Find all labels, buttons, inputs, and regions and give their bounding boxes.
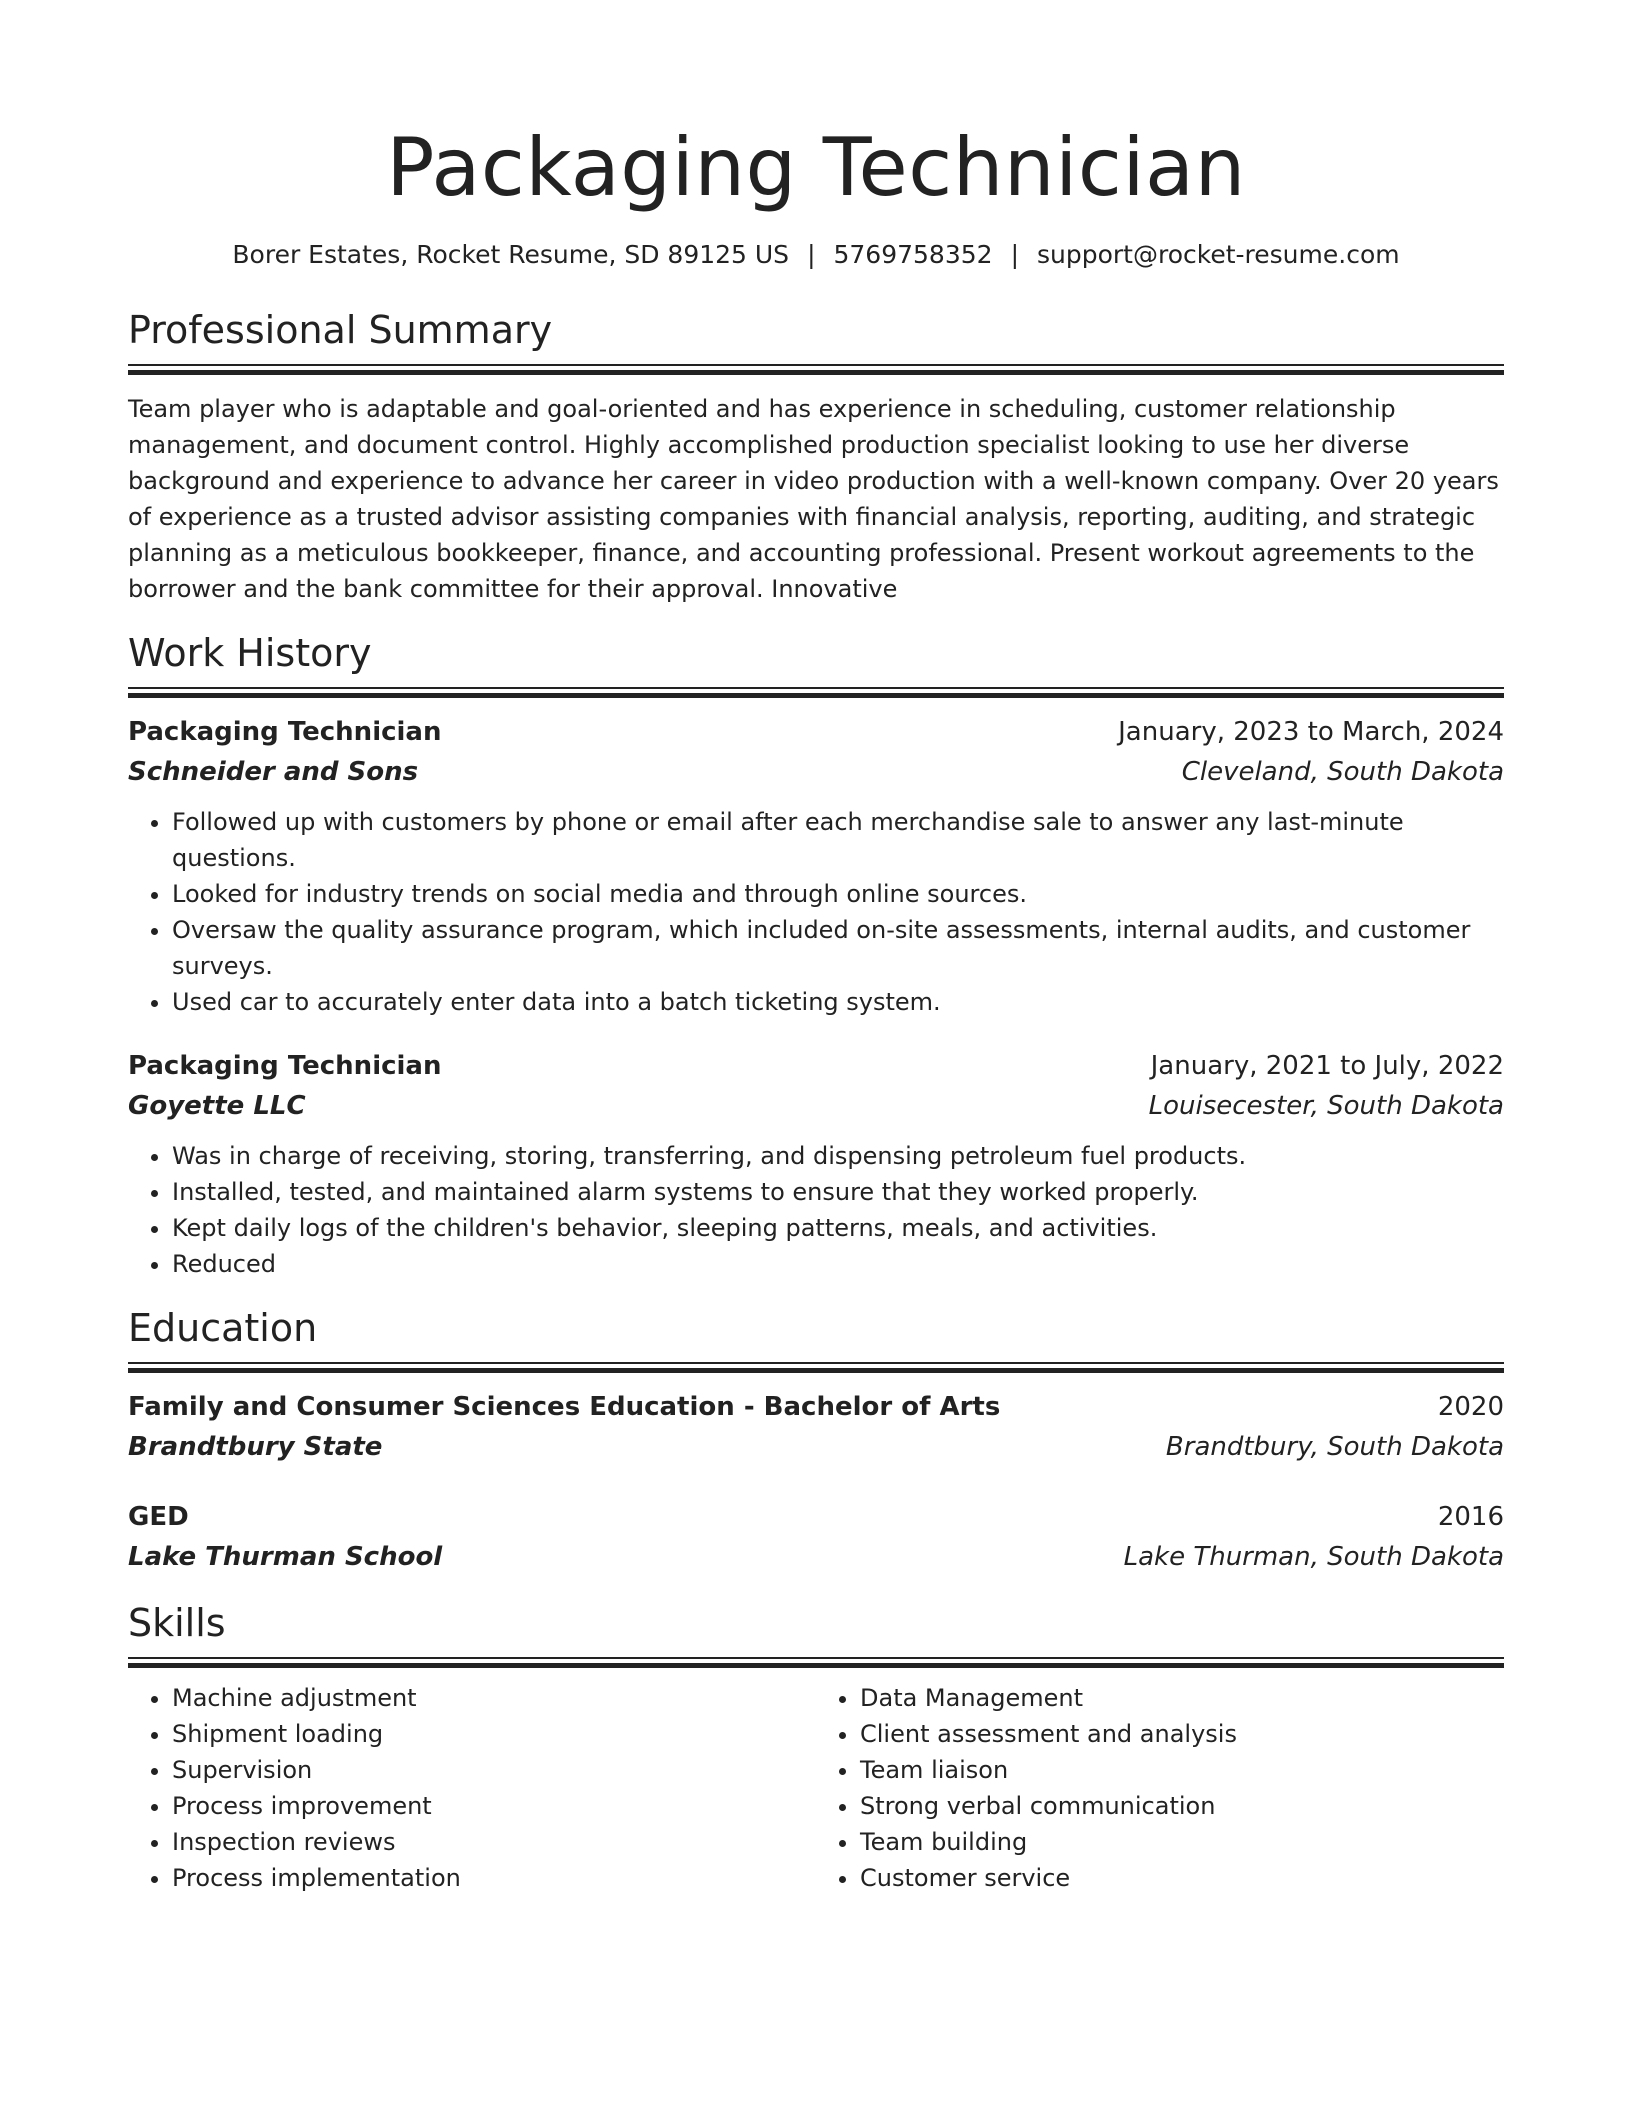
summary-text: Team player who is adaptable and goal-oriented and has experience in scheduling, customer relationship management, and document control. Highly accomplished production specialist looking to use her diverse background and experience to advance her career in video production with a well-known company. Over 20 years of experience as a trusted advisor assisting companies with financial analysis, reporting, auditing, and strategic planning as a meticulous bookkeeper, finance, and accounting professional. Present workout agreements to the borrower and the bank committee for their approval. Innovative: [128, 395, 1499, 603]
job-bullets: [128, 1138, 1504, 1282]
education-degree: GED: [128, 1502, 189, 1532]
education-school: Brandtbury State: [128, 1432, 383, 1462]
education-year: 2020: [1437, 1392, 1504, 1422]
skills-grid: [128, 1680, 1504, 1896]
job-company: Schneider and Sons: [128, 757, 419, 787]
contact-email: support@rocket-resume.com: [1037, 240, 1400, 269]
skill-item: • Process implementation: [172, 1860, 816, 1896]
job-title: Packaging Technician: [128, 1051, 442, 1081]
skill-item: • Customer service: [860, 1860, 1504, 1896]
job-header-row: [128, 1046, 1504, 1086]
job-bullets: [128, 804, 1504, 1020]
skill-item: • Data Management: [860, 1680, 1504, 1716]
job-location: Cleveland, South Dakota: [1181, 757, 1504, 787]
job-bullet: • Looked for industry trends on social media and through online sources.: [172, 876, 1504, 912]
section-divider: [128, 1657, 1504, 1668]
skills-section: [128, 1599, 1504, 1896]
job-company-row: [128, 752, 1504, 792]
job-dates: January, 2023 to March, 2024: [1118, 717, 1504, 747]
job-title: Packaging Technician: [128, 717, 442, 747]
contact-line: [128, 238, 1504, 272]
education-school: Lake Thurman School: [128, 1542, 443, 1572]
education-entry: [128, 1387, 1504, 1467]
section-divider: [128, 687, 1504, 698]
job-bullet: • Followed up with customers by phone or email after each merchandise sale to answer any last-minute questions.: [172, 804, 1504, 876]
education-location: Lake Thurman, South Dakota: [1123, 1542, 1504, 1572]
skill-item: • Strong verbal communication: [860, 1788, 1504, 1824]
resume-title: Packaging Technician: [386, 121, 1246, 214]
job-entry: [128, 1046, 1504, 1282]
job-location: Louisecester, South Dakota: [1148, 1091, 1504, 1121]
skill-item: • Team liaison: [860, 1752, 1504, 1788]
contact-address: Borer Estates, Rocket Resume, SD 89125 US: [232, 240, 790, 269]
job-bullet: • Used car to accurately enter data into a batch ticketing system.: [172, 984, 1504, 1020]
education-degree: Family and Consumer Sciences Education - Bachelor of Arts: [128, 1392, 1001, 1422]
section-divider: [128, 1362, 1504, 1373]
job-bullet: • Was in charge of receiving, storing, transferring, and dispensing petroleum fuel products.: [172, 1138, 1504, 1174]
job-bullet: • Kept daily logs of the children's behavior, sleeping patterns, meals, and activities.: [172, 1210, 1504, 1246]
contact-separator: |: [807, 240, 816, 269]
skills-list-left: [128, 1680, 816, 1896]
education-section: [128, 1304, 1504, 1577]
section-heading-education: Education: [128, 1306, 318, 1350]
education-year: 2016: [1437, 1502, 1504, 1532]
education-school-row: [128, 1537, 1504, 1577]
section-heading-skills: Skills: [128, 1601, 226, 1645]
contact-separator: |: [1010, 240, 1019, 269]
skill-item: • Process improvement: [172, 1788, 816, 1824]
section-heading-summary: Professional Summary: [128, 308, 553, 352]
job-bullet: • Oversaw the quality assurance program, which included on-site assessments, internal audits, and customer surveys.: [172, 912, 1504, 984]
job-company-row: [128, 1086, 1504, 1126]
job-header-row: [128, 712, 1504, 752]
education-school-row: [128, 1427, 1504, 1467]
skill-item: • Team building: [860, 1824, 1504, 1860]
education-location: Brandtbury, South Dakota: [1165, 1432, 1504, 1462]
skill-item: • Supervision: [172, 1752, 816, 1788]
job-entry: [128, 712, 1504, 1020]
summary-section: [128, 306, 1504, 607]
job-company: Goyette LLC: [128, 1091, 306, 1121]
skill-item: • Inspection reviews: [172, 1824, 816, 1860]
job-dates: January, 2021 to July, 2022: [1150, 1051, 1504, 1081]
skill-item: • Machine adjustment: [172, 1680, 816, 1716]
skills-list-right: [816, 1680, 1504, 1896]
work-history-section: [128, 629, 1504, 1282]
skill-item: • Shipment loading: [172, 1716, 816, 1752]
section-heading-work-history: Work History: [128, 631, 372, 675]
skill-item: • Client assessment and analysis: [860, 1716, 1504, 1752]
section-divider: [128, 364, 1504, 375]
job-bullet: • Installed, tested, and maintained alarm systems to ensure that they worked properly.: [172, 1174, 1504, 1210]
education-entry: [128, 1497, 1504, 1577]
education-header-row: [128, 1387, 1504, 1427]
contact-phone: 5769758352: [833, 240, 993, 269]
job-bullet: • Reduced: [172, 1246, 1504, 1282]
education-header-row: [128, 1497, 1504, 1537]
